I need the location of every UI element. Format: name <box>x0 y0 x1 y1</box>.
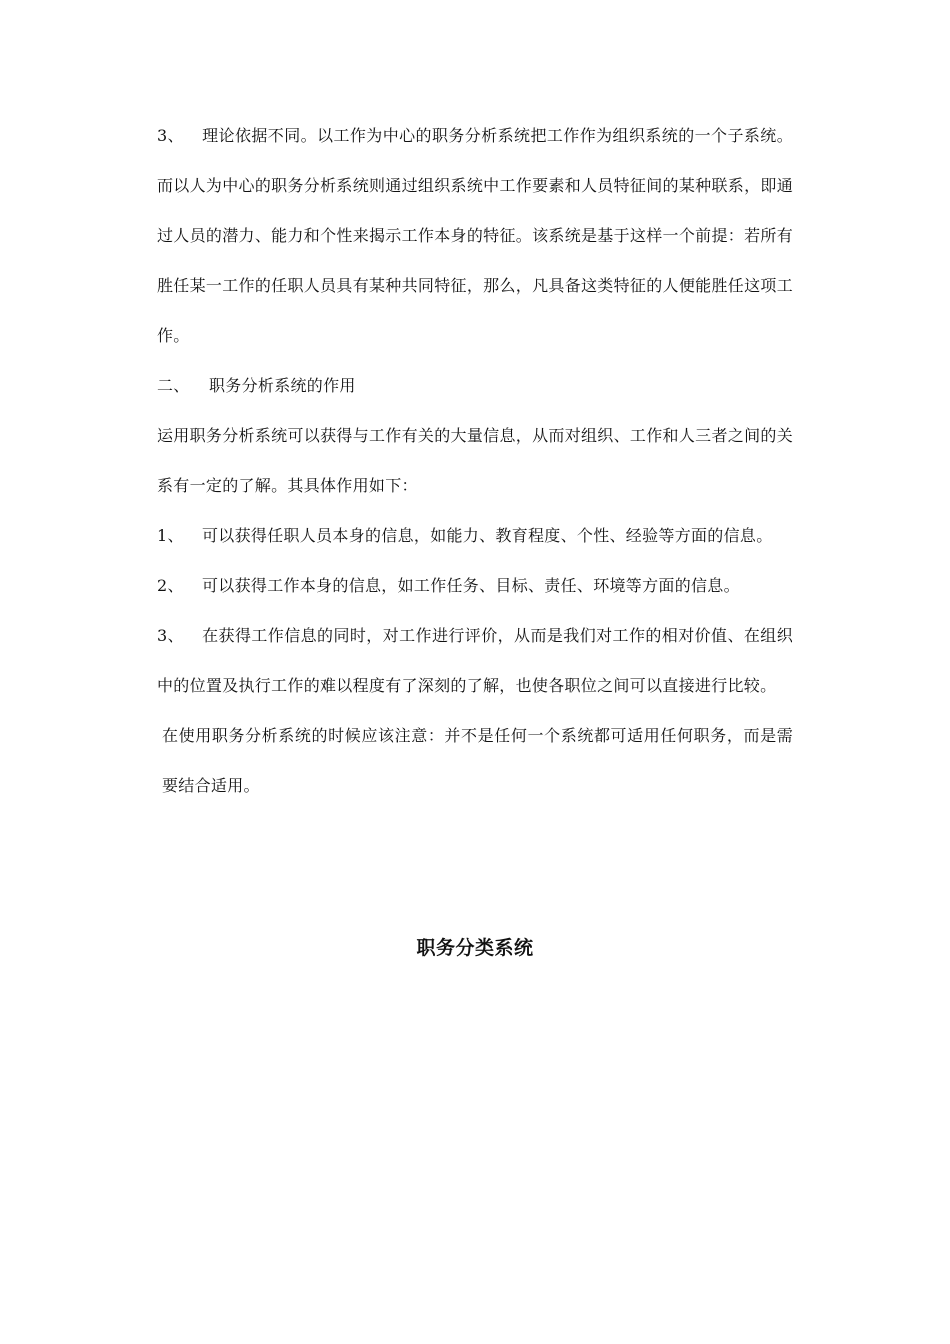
section-title: 职务分类系统 <box>416 937 534 959</box>
intro-paragraph: 运用职务分析系统可以获得与工作有关的大量信息，从而对组织、工作和人三者之间的关系有一定的了解。其具体作用如下： <box>157 426 793 495</box>
list-number: 1、 <box>157 526 184 545</box>
list-number: 3、 <box>157 126 184 145</box>
list-item-text: 理论依据不同。以工作为中心的职务分析系统把工作作为组织系统的一个子系统。而以人为中心的职务分析系统则通过组织系统中工作要素和人员特征间的某种联系，即通过人员的潜力、能力和个性来揭示工作本身的特征。该系统是基于这样一个前提：若所有胜任某一工作的任职人员具有某种共同特征，那么，凡具备这类特征的人便能胜任这项工作。 <box>157 126 793 345</box>
list-item-text: 在获得工作信息的同时，对工作进行评价，从而是我们对工作的相对价值、在组织中的位置及执行工作的难以程度有了深刻的了解，也使各职位之间可以直接进行比较。 <box>157 626 793 695</box>
list-item-text: 可以获得工作本身的信息，如工作任务、目标、责任、环境等方面的信息。 <box>202 576 740 595</box>
list-number: 2、 <box>157 576 184 595</box>
section-heading-role <box>157 361 793 411</box>
list-item-job-evaluation <box>157 611 793 711</box>
list-item-job-info <box>157 561 793 611</box>
list-item-theory-basis <box>157 111 793 361</box>
note-paragraph: 在使用职务分析系统的时候应该注意：并不是任何一个系统都可适用任何职务，而是需要结合适用。 <box>162 726 793 795</box>
document-body <box>157 111 793 811</box>
list-item-text: 可以获得任职人员本身的信息，如能力、教育程度、个性、经验等方面的信息。 <box>202 526 773 545</box>
section-heading-text: 职务分析系统的作用 <box>209 376 356 395</box>
list-number: 3、 <box>157 626 184 645</box>
list-item-staff-info <box>157 511 793 561</box>
section-number: 二、 <box>157 376 190 395</box>
